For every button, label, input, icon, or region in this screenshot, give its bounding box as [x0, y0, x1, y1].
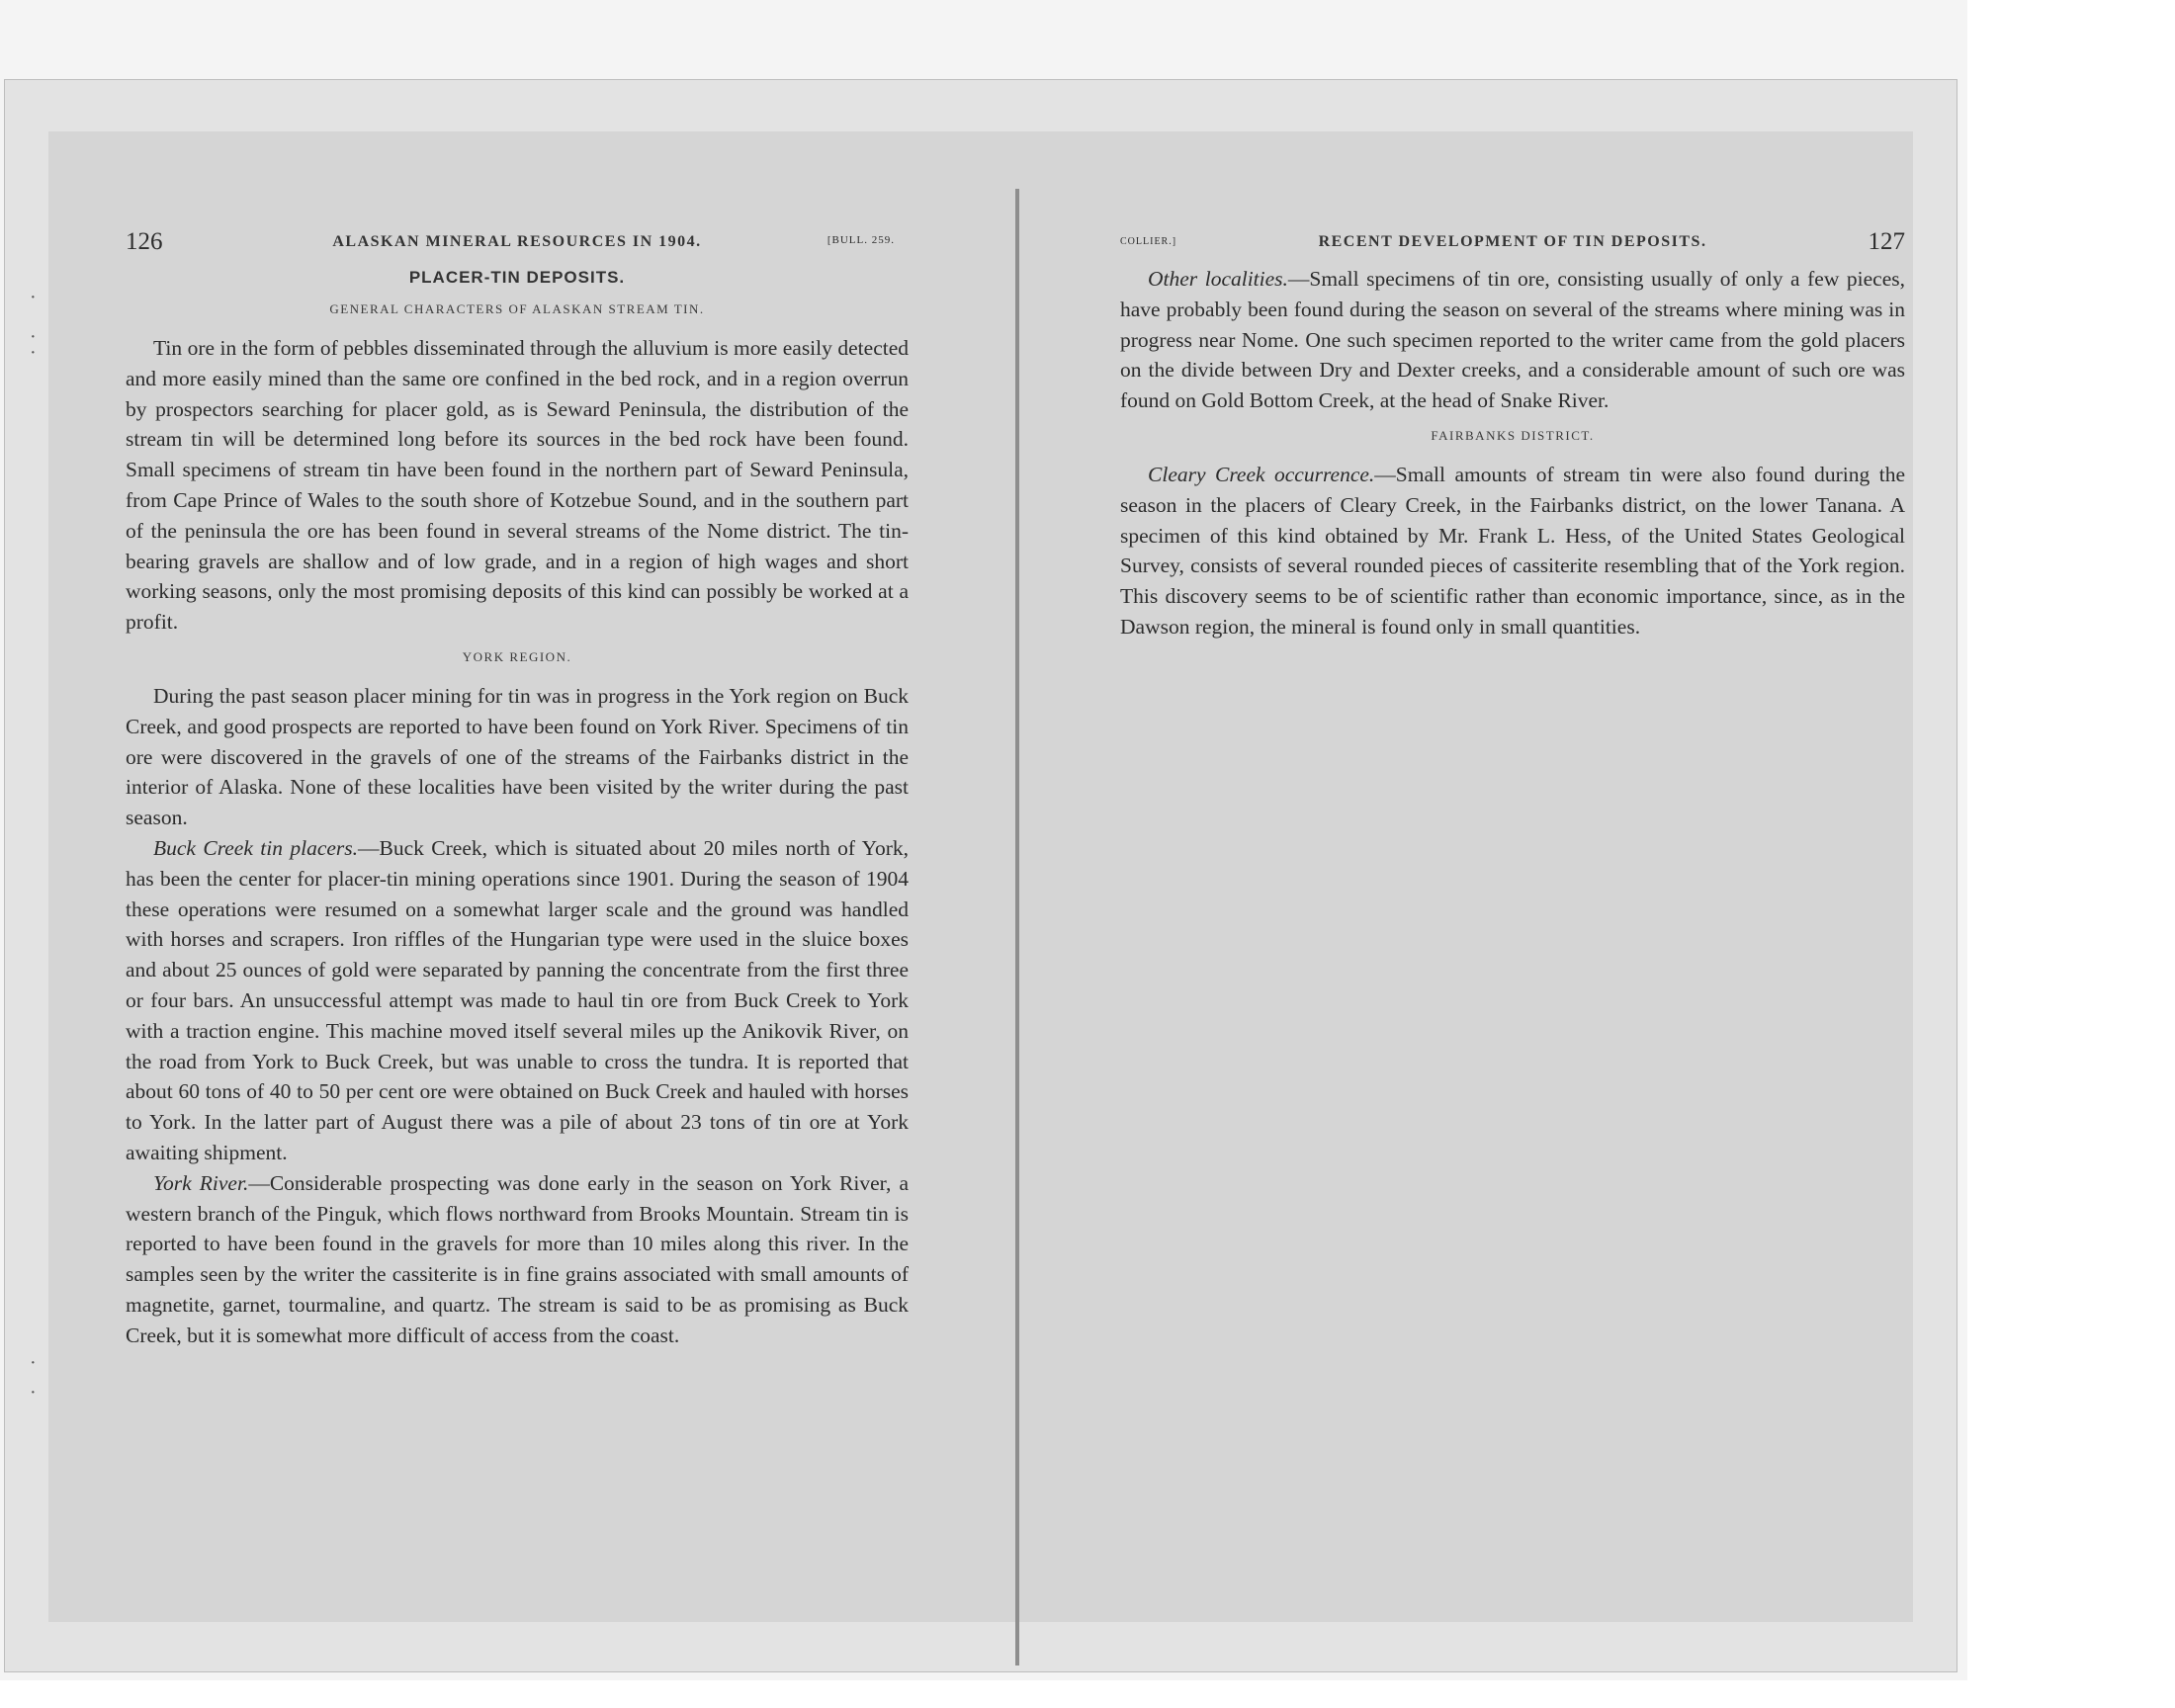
book-spread — [48, 131, 1913, 1622]
cleary-creek-lead: Cleary Creek occurrence. — [1148, 462, 1375, 486]
other-localities-lead: Other localities. — [1148, 267, 1288, 291]
pencil-dot-mark: · — [30, 342, 37, 364]
page-gutter — [1015, 189, 1019, 1665]
running-title: RECENT DEVELOPMENT OF TIN DEPOSITS. — [1318, 233, 1707, 250]
paragraph-york-river — [126, 1168, 909, 1351]
page-number: 126 — [126, 228, 163, 255]
book-spread-sheet — [4, 79, 1958, 1672]
york-river-text: —Considerable prospecting was done early in the season on York River, a western branch of the Pinguk, which flows northward from Brooks Mountain. Stream tin is reported to have been found in the gravels for more than 10 miles along this river. In the samples seen by the writer the cassiterite is in fine grains associated with small amounts of magnetite, garnet, tourmaline, and quartz. The stream is said to be as promising as Buck Creek, but it is somewhat more difficult of access from the coast. — [126, 1170, 909, 1347]
buck-creek-text: —Buck Creek, which is situated about 20 miles north of York, has been the center for placer-tin mining operations since 1901. During the season of 1904 these operations were resumed on a somewhat larger scale and the ground was handled with horses and scrapers. Iron riffles of the Hungarian type were used in the sluice boxes and about 25 ounces of gold were separated by panning the concentrate from the first three or four bars. An unsuccessful attempt was made to haul tin ore from Buck Creek to York with a traction engine. This machine moved itself several miles up the Anikovik River, on the road from York to Buck Creek, but was unable to cross the tundra. It is reported that about 60 tons of 40 to 50 per cent ore were obtained on Buck Creek and hauled with horses to York. In the latter part of August there was a pile of about 23 tons of tin ore at York awaiting shipment. — [126, 835, 909, 1164]
margin-pencil-marks — [30, 0, 89, 1708]
paragraph-other-localities — [1120, 264, 1905, 416]
pencil-dot-mark: · — [30, 1352, 37, 1374]
york-river-lead: York River. — [153, 1170, 249, 1195]
other-localities-text: —Small specimens of tin ore, consisting usually of only a few pieces, have probably been found during the season on several of the streams where mining was in progress near Nome. One such specimen reported to the writer came from the gold placers on the divide between Dry and Dexter creeks, and a considerable amount of such ore was found on Gold Bottom Creek, at the head of Snake River. — [1120, 267, 1906, 413]
paragraph-buck-creek — [126, 833, 909, 1168]
subheading-general: GENERAL CHARACTERS OF ALASKAN STREAM TIN. — [329, 301, 705, 316]
paragraph-cleary-creek — [1120, 460, 1905, 642]
pencil-dot-mark: · — [30, 1382, 37, 1404]
left-page — [126, 131, 909, 1351]
buck-creek-lead: Buck Creek tin placers. — [153, 835, 359, 860]
paragraph-york-region: During the past season placer mining for tin was in progress in the York region on Buck Creek, and good prospects are reported to have been found on York River. Specimens of tin ore were discovered in the gravels of one of the streams of the Fairbanks district in the interior of Alaska. None of these localities have been visited by the writer during the past season. — [126, 683, 909, 830]
right-page — [1120, 131, 1905, 642]
paragraph-general: Tin ore in the form of pebbles disseminated through the alluvium is more easily detected and more easily mined than the same ore confined in the bed rock, and in a region overrun by prospectors searching for placer gold, as is Seward Peninsula, the distribution of the stream tin will be determined long before its sources in the bed rock have been found. Small specimens of stream tin have been found in the northern part of Seward Peninsula, from Cape Prince of Wales to the south shore of Kotzebue Sound, and in the southern part of the peninsula the ore has been found in several streams of the Nome district. The tin-bearing gravels are shallow and of low grade, and in a region of high wages and short working seasons, only the most promising deposits of this kind can possibly be worked at a profit. — [126, 336, 909, 635]
pencil-dot-mark: · — [30, 287, 37, 308]
right-page-header — [1120, 228, 1905, 264]
page-number: 127 — [1868, 228, 1905, 255]
subheading-fairbanks: FAIRBANKS DISTRICT. — [1431, 427, 1595, 443]
section-title: PLACER-TIN DEPOSITS. — [408, 268, 626, 287]
author-reference: COLLIER.] — [1120, 236, 1177, 247]
pencil-dot-mark: · — [30, 326, 37, 348]
cleary-creek-text: —Small amounts of stream tin were also found during the season in the placers of Cleary Creek, in the Fairbanks district, on the lower Tanana. A specimen of this kind obtained by Mr. Frank L. Hess, of the United States Geological Survey, consists of several rounded pieces of cassiterite resembling that of the York region. This discovery seems to be of scientific rather than economic importance, since, as in the Dawson region, the mineral is found only in small quantities. — [1120, 462, 1905, 639]
left-page-header — [126, 228, 909, 264]
scan-white-margin-bottom — [0, 1680, 1967, 1708]
subheading-york-region: YORK REGION. — [462, 648, 572, 664]
scan-white-margin-right — [1967, 0, 2175, 1708]
running-title: ALASKAN MINERAL RESOURCES IN 1904. — [332, 233, 702, 250]
bulletin-reference: [BULL. 259. — [826, 234, 895, 246]
